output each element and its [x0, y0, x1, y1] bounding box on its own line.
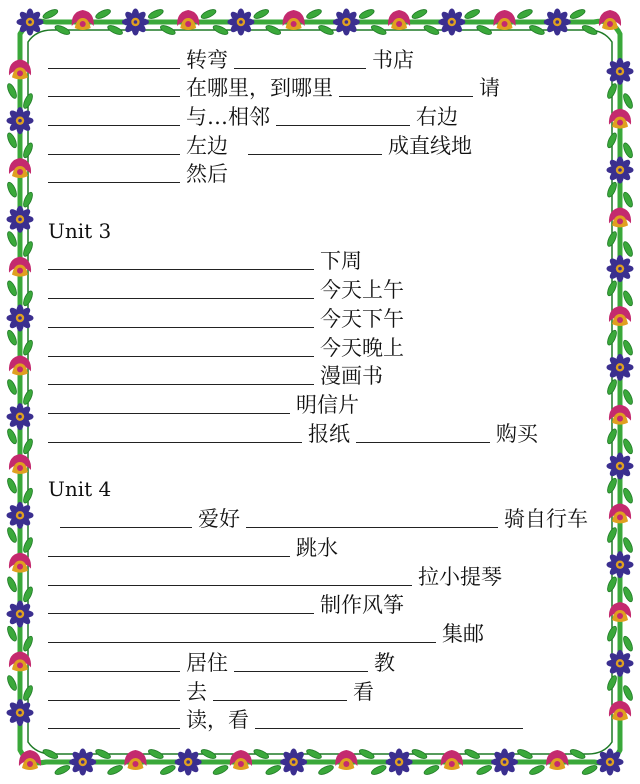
- vocab-row: [48, 245, 368, 273]
- vocab-word: 请: [479, 76, 500, 100]
- vocab-row: [48, 72, 506, 100]
- answer-blank[interactable]: [48, 124, 180, 126]
- vocab-word: 成直线地: [388, 134, 472, 158]
- vocab-word: 明信片: [296, 393, 359, 417]
- vocab-row: [48, 130, 478, 158]
- answer-blank[interactable]: [48, 383, 314, 385]
- vocab-word: 漫画书: [320, 364, 383, 388]
- vocab-word: 在哪里，到哪里: [186, 76, 333, 100]
- answer-blank[interactable]: [48, 727, 180, 729]
- vocab-word: 左边: [186, 134, 228, 158]
- vocab-row: [48, 332, 410, 360]
- answer-blank[interactable]: [48, 670, 180, 672]
- answer-blank[interactable]: [234, 67, 366, 69]
- vocab-word: 去: [186, 680, 207, 704]
- vocab-word: 今天上午: [320, 278, 404, 302]
- answer-blank[interactable]: [356, 441, 490, 443]
- answer-blank[interactable]: [248, 153, 382, 155]
- vocab-row: [48, 303, 410, 331]
- vocab-row: [48, 274, 410, 302]
- answer-blank[interactable]: [246, 526, 498, 528]
- vocab-row: [48, 561, 508, 589]
- answer-blank[interactable]: [48, 441, 302, 443]
- vocab-row: [48, 676, 380, 704]
- vocab-word: 今天下午: [320, 307, 404, 331]
- answer-blank[interactable]: [48, 153, 180, 155]
- vocab-row: [48, 618, 490, 646]
- vocab-row: [48, 101, 464, 129]
- vocab-row: [60, 503, 594, 531]
- vocab-word: 今天晚上: [320, 336, 404, 360]
- answer-blank[interactable]: [48, 181, 180, 183]
- vocab-word: 与…相邻: [186, 105, 270, 129]
- answer-blank[interactable]: [48, 412, 290, 414]
- answer-blank[interactable]: [48, 555, 290, 557]
- answer-blank[interactable]: [48, 584, 412, 586]
- vocab-word: 然后: [186, 162, 228, 186]
- vocab-row: [48, 532, 344, 560]
- answer-blank[interactable]: [48, 67, 180, 69]
- vocab-word: 跳水: [296, 536, 338, 560]
- answer-blank[interactable]: [255, 727, 523, 729]
- vocab-word: 居住: [186, 651, 228, 675]
- vocab-word: 书店: [372, 48, 414, 72]
- answer-blank[interactable]: [48, 268, 314, 270]
- answer-blank[interactable]: [48, 297, 314, 299]
- vocab-row: [48, 389, 365, 417]
- vocab-word: 右边: [416, 105, 458, 129]
- vocab-row: [48, 44, 420, 72]
- vocab-word: 读，看: [186, 708, 249, 732]
- answer-blank[interactable]: [48, 326, 314, 328]
- vocab-word: 集邮: [442, 622, 484, 646]
- answer-blank[interactable]: [60, 526, 192, 528]
- vocab-word: 骑自行车: [504, 507, 588, 531]
- answer-blank[interactable]: [48, 641, 436, 643]
- answer-blank[interactable]: [48, 699, 180, 701]
- vocab-word: 教: [374, 651, 395, 675]
- unit-4-heading: Unit 4: [48, 477, 112, 501]
- answer-blank[interactable]: [48, 95, 180, 97]
- answer-blank[interactable]: [234, 670, 368, 672]
- vocab-word: 购买: [496, 422, 538, 446]
- vocab-row: [48, 360, 389, 388]
- vocab-row: [48, 158, 234, 186]
- answer-blank[interactable]: [48, 355, 314, 357]
- vocab-row: [48, 647, 401, 675]
- answer-blank[interactable]: [48, 612, 314, 614]
- vocab-word: 爱好: [198, 507, 240, 531]
- vocab-word: 拉小提琴: [418, 565, 502, 589]
- unit-3-heading: Unit 3: [48, 219, 112, 243]
- answer-blank[interactable]: [276, 124, 410, 126]
- vocab-word: 制作风筝: [320, 593, 404, 617]
- vocab-word: 转弯: [186, 48, 228, 72]
- answer-blank[interactable]: [339, 95, 473, 97]
- vocab-row: [48, 418, 544, 446]
- answer-blank[interactable]: [213, 699, 347, 701]
- vocab-word: 看: [353, 680, 374, 704]
- vocab-word: 下周: [320, 249, 362, 273]
- vocab-row: [48, 704, 523, 732]
- vocab-row: [48, 589, 410, 617]
- vocab-word: 报纸: [308, 422, 350, 446]
